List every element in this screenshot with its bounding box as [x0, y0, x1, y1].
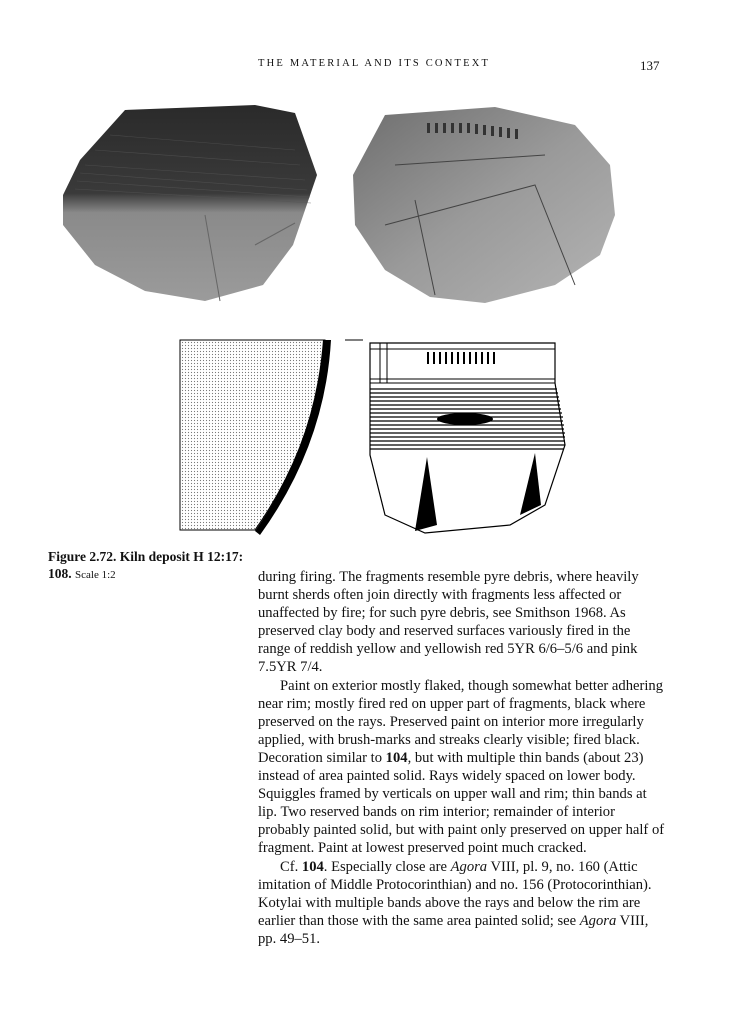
profile-section [180, 340, 325, 530]
running-header: THE MATERIAL AND ITS CONTEXT [258, 58, 491, 69]
paragraph-3: Cf. 104. Especially close are Agora VIII, pl. 9, no. 160 (Attic imitation of Middle Protocorinthian) and no. 156 (Protocorinthian). Kotylai with multiple bands above the rays and below the rim are earlier than those with the same area painted solid; see Agora VIII, pp. 49–51. [258, 858, 652, 947]
caption-scale: Scale 1:2 [75, 569, 116, 581]
publication-title: Agora [579, 912, 617, 929]
exterior-fragment [353, 107, 615, 303]
paragraph-1: during firing. The fragments resemble pyre debris, where heavily burnt sherds often join directly with fragments less affected or unaffected by fire; for such pyre debris, see Smithson 1968. As preserved clay body and reserved surfaces variously fired in the range of reddish yellow and yellowish red 5YR 6/6–5/6 and pink 7.5YR 7/4. [258, 569, 639, 676]
paragraph-2: Paint on exterior mostly flaked, though somewhat better adhering near rim; mostly fired red on upper part of fragments, black where preserved on the rays. Preserved paint on interior more irregularly applied, with brush-marks and streaks clearly visible; fired black. Decoration similar to 104, but with multiple thin bands (about 23) instead of area painted solid. Rays widely spaced on lower body. Squiggles framed by verticals on upper wall and rim; thin bands at lip. Two reserved bands on rim interior; remainder of interior probably painted solid, but with paint only preserved on upper half of fragment. Paint at lowest preserved point much cracked. [258, 677, 665, 857]
interior-fragment [63, 105, 317, 301]
caption-title: Figure 2.72. Kiln deposit H 12:17: 108. [48, 549, 244, 581]
publication-title: Agora [450, 858, 488, 875]
profile-drawing [175, 335, 570, 540]
sherd-photograph [55, 105, 660, 310]
figure-caption [48, 548, 258, 584]
page-number: 137 [640, 58, 660, 73]
catalogue-ref: 104 [385, 749, 408, 766]
body-text [258, 568, 666, 948]
catalogue-ref: 104 [301, 858, 324, 875]
